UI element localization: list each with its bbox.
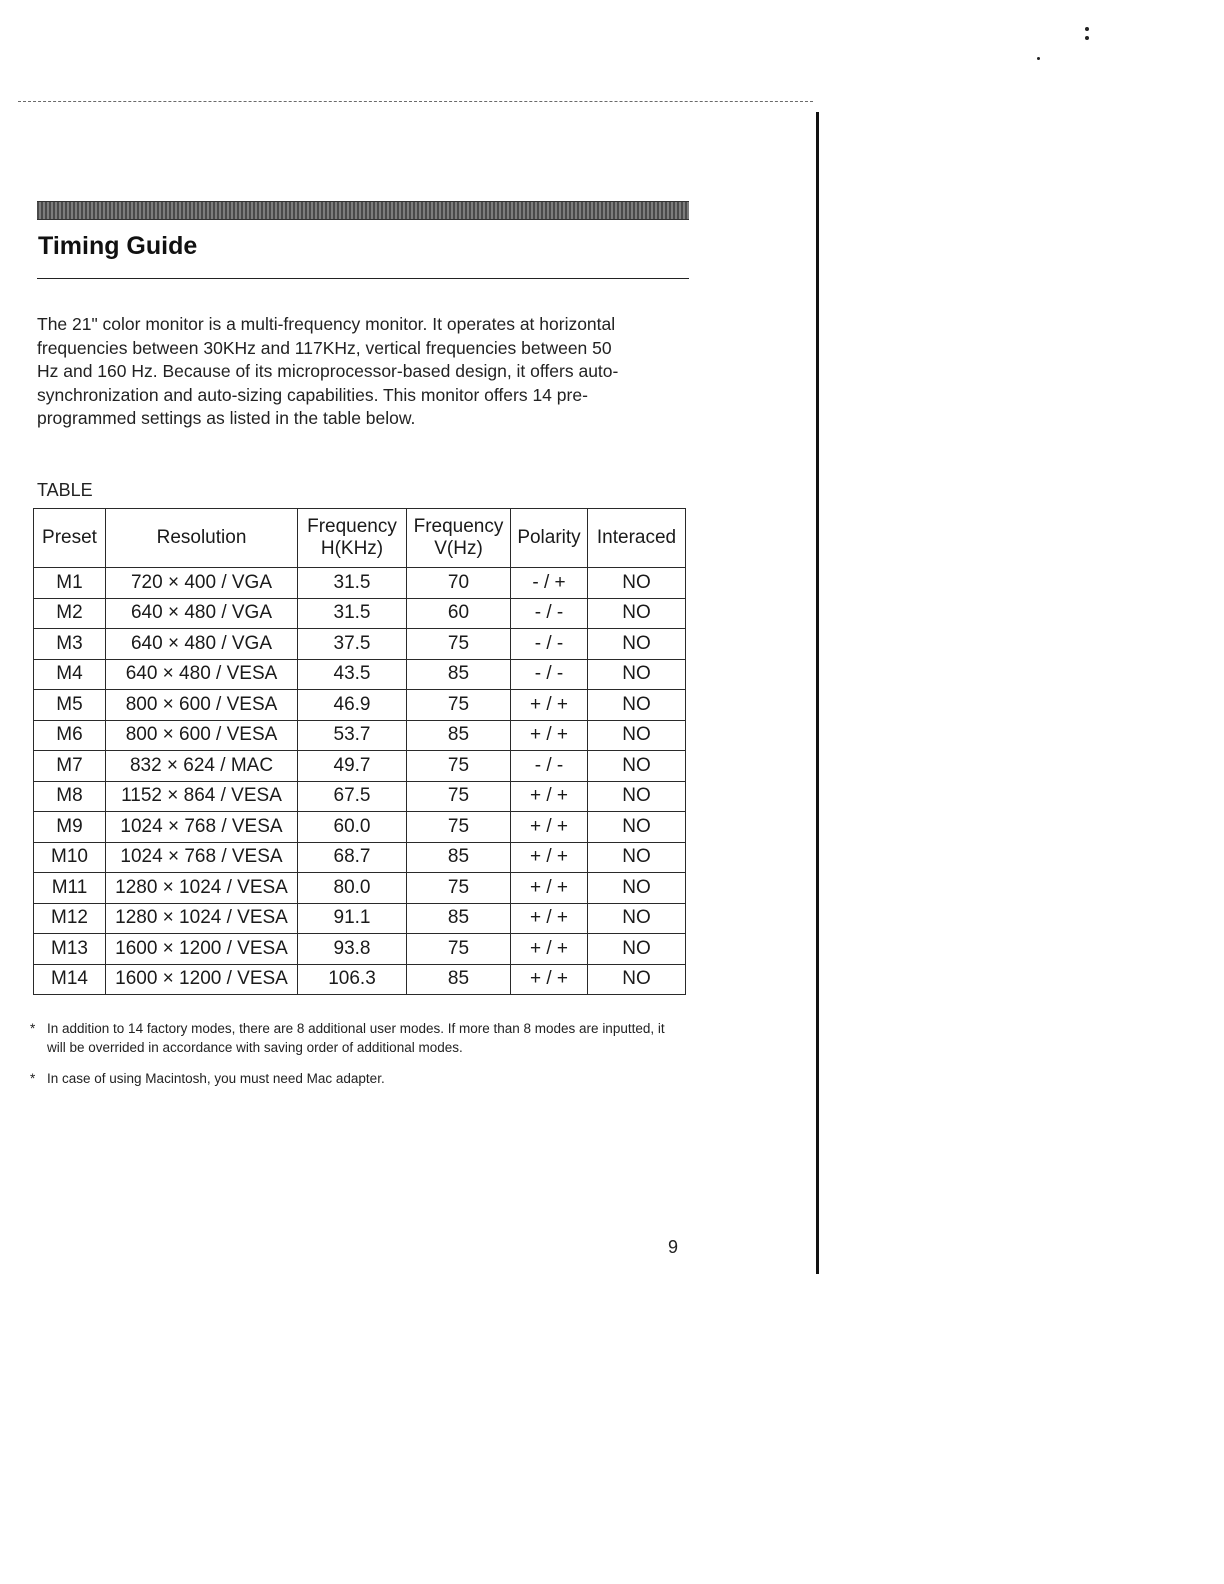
cell-polarity: + / + (511, 964, 588, 995)
footnotes (30, 1019, 670, 1088)
cell-preset: M6 (34, 720, 106, 751)
table-row (34, 964, 686, 995)
cell-resolution: 640 × 480 / VGA (106, 598, 298, 629)
header-cell-resolution: Resolution (106, 509, 298, 568)
header-cell-polarity: Polarity (511, 509, 588, 568)
cell-frequency-h: 67.5 (298, 781, 407, 812)
table-row (34, 629, 686, 660)
table-row (34, 781, 686, 812)
cell-polarity: + / + (511, 690, 588, 721)
cell-frequency-h: 37.5 (298, 629, 407, 660)
table-label: TABLE (37, 480, 93, 500)
cell-interlaced: NO (588, 629, 686, 660)
timing-table (33, 508, 686, 995)
table-row (34, 751, 686, 782)
cell-resolution: 1600 × 1200 / VESA (106, 934, 298, 965)
cell-frequency-v: 75 (407, 934, 511, 965)
cell-frequency-v: 75 (407, 812, 511, 843)
intro-paragraph: The 21" color monitor is a multi-frequency monitor. It operates at horizontal frequencies between 30KHz and 117KHz, vertical frequencies between 50 Hz and 160 Hz. Because of its microprocessor-based design, it offers auto-synchronization and auto-sizing capabilities. This monitor offers 14 pre-programmed settings as listed in the table below. (37, 314, 619, 428)
cell-resolution: 832 × 624 / MAC (106, 751, 298, 782)
cell-frequency-v: 60 (407, 598, 511, 629)
cell-resolution: 800 × 600 / VESA (106, 690, 298, 721)
header-cell-preset: Preset (34, 509, 106, 568)
cell-polarity: + / + (511, 903, 588, 934)
footnote-text: In addition to 14 factory modes, there are 8 additional user modes. If more than 8 modes are inputted, it will be overrided in accordance with saving order of additional modes. (47, 1021, 665, 1055)
table-header (34, 509, 686, 568)
cell-preset: M9 (34, 812, 106, 843)
cell-resolution: 1280 × 1024 / VESA (106, 903, 298, 934)
cell-frequency-h: 93.8 (298, 934, 407, 965)
cell-interlaced: NO (588, 903, 686, 934)
cell-frequency-h: 53.7 (298, 720, 407, 751)
cell-frequency-h: 31.5 (298, 568, 407, 599)
cell-polarity: + / + (511, 781, 588, 812)
cell-preset: M14 (34, 964, 106, 995)
cell-preset: M7 (34, 751, 106, 782)
table-row (34, 690, 686, 721)
header-row (34, 509, 686, 568)
cell-frequency-v: 75 (407, 629, 511, 660)
cell-resolution: 1024 × 768 / VESA (106, 812, 298, 843)
cell-interlaced: NO (588, 934, 686, 965)
cell-frequency-v: 75 (407, 690, 511, 721)
cell-interlaced: NO (588, 812, 686, 843)
cell-polarity: + / + (511, 934, 588, 965)
cell-resolution: 1152 × 864 / VESA (106, 781, 298, 812)
cell-frequency-h: 31.5 (298, 598, 407, 629)
section-header-bar (37, 201, 689, 220)
cell-polarity: - / - (511, 659, 588, 690)
cell-preset: M1 (34, 568, 106, 599)
cell-preset: M2 (34, 598, 106, 629)
scan-speck (1085, 36, 1089, 40)
right-margin-rule (816, 112, 819, 1274)
cell-resolution: 1600 × 1200 / VESA (106, 964, 298, 995)
cell-polarity: + / + (511, 842, 588, 873)
cell-frequency-v: 85 (407, 842, 511, 873)
table-row (34, 720, 686, 751)
scan-speck (1037, 57, 1040, 60)
cell-preset: M8 (34, 781, 106, 812)
page-title: Timing Guide (38, 232, 198, 260)
cell-polarity: - / - (511, 751, 588, 782)
cell-frequency-v: 85 (407, 659, 511, 690)
cell-resolution: 640 × 480 / VESA (106, 659, 298, 690)
cell-preset: M12 (34, 903, 106, 934)
cell-frequency-h: 68.7 (298, 842, 407, 873)
cell-frequency-h: 106.3 (298, 964, 407, 995)
cell-polarity: - / - (511, 629, 588, 660)
scan-speck (1085, 27, 1089, 31)
cell-polarity: + / + (511, 812, 588, 843)
asterisk-bullet: * (30, 1021, 36, 1036)
cell-preset: M3 (34, 629, 106, 660)
cell-resolution: 800 × 600 / VESA (106, 720, 298, 751)
cell-polarity: - / + (511, 568, 588, 599)
footnote-text: In case of using Macintosh, you must need Mac adapter. (47, 1071, 385, 1086)
cell-polarity: + / + (511, 873, 588, 904)
cell-interlaced: NO (588, 690, 686, 721)
cell-frequency-h: 80.0 (298, 873, 407, 904)
page-number: 9 (668, 1237, 679, 1257)
cell-interlaced: NO (588, 964, 686, 995)
table-row (34, 842, 686, 873)
cell-frequency-v: 85 (407, 964, 511, 995)
cell-interlaced: NO (588, 873, 686, 904)
cell-interlaced: NO (588, 568, 686, 599)
cell-frequency-h: 49.7 (298, 751, 407, 782)
cell-frequency-v: 75 (407, 751, 511, 782)
cell-preset: M4 (34, 659, 106, 690)
asterisk-bullet: * (30, 1071, 36, 1086)
cell-preset: M13 (34, 934, 106, 965)
table-row (34, 812, 686, 843)
title-underline (37, 278, 689, 279)
cell-resolution: 720 × 400 / VGA (106, 568, 298, 599)
cell-interlaced: NO (588, 751, 686, 782)
table-row (34, 873, 686, 904)
cell-interlaced: NO (588, 598, 686, 629)
cell-frequency-h: 43.5 (298, 659, 407, 690)
cell-polarity: + / + (511, 720, 588, 751)
cell-preset: M10 (34, 842, 106, 873)
cell-interlaced: NO (588, 659, 686, 690)
cell-frequency-h: 46.9 (298, 690, 407, 721)
top-dashed-rule (18, 101, 813, 102)
cell-frequency-v: 85 (407, 903, 511, 934)
table-row (34, 934, 686, 965)
cell-resolution: 640 × 480 / VGA (106, 629, 298, 660)
footnote (30, 1019, 670, 1057)
cell-frequency-v: 75 (407, 781, 511, 812)
header-cell-frequency-v: Frequency V(Hz) (407, 509, 511, 568)
cell-resolution: 1024 × 768 / VESA (106, 842, 298, 873)
cell-frequency-v: 70 (407, 568, 511, 599)
table-row (34, 903, 686, 934)
cell-preset: M5 (34, 690, 106, 721)
cell-interlaced: NO (588, 781, 686, 812)
cell-frequency-v: 75 (407, 873, 511, 904)
cell-interlaced: NO (588, 842, 686, 873)
cell-frequency-h: 91.1 (298, 903, 407, 934)
header-cell-interlaced: Interaced (588, 509, 686, 568)
cell-frequency-v: 85 (407, 720, 511, 751)
table-row (34, 568, 686, 599)
cell-preset: M11 (34, 873, 106, 904)
cell-resolution: 1280 × 1024 / VESA (106, 873, 298, 904)
header-cell-frequency-h: Frequency H(KHz) (298, 509, 407, 568)
cell-interlaced: NO (588, 720, 686, 751)
table-row (34, 598, 686, 629)
cell-polarity: - / - (511, 598, 588, 629)
table-body (34, 568, 686, 995)
footnote (30, 1069, 670, 1088)
table-row (34, 659, 686, 690)
cell-frequency-h: 60.0 (298, 812, 407, 843)
